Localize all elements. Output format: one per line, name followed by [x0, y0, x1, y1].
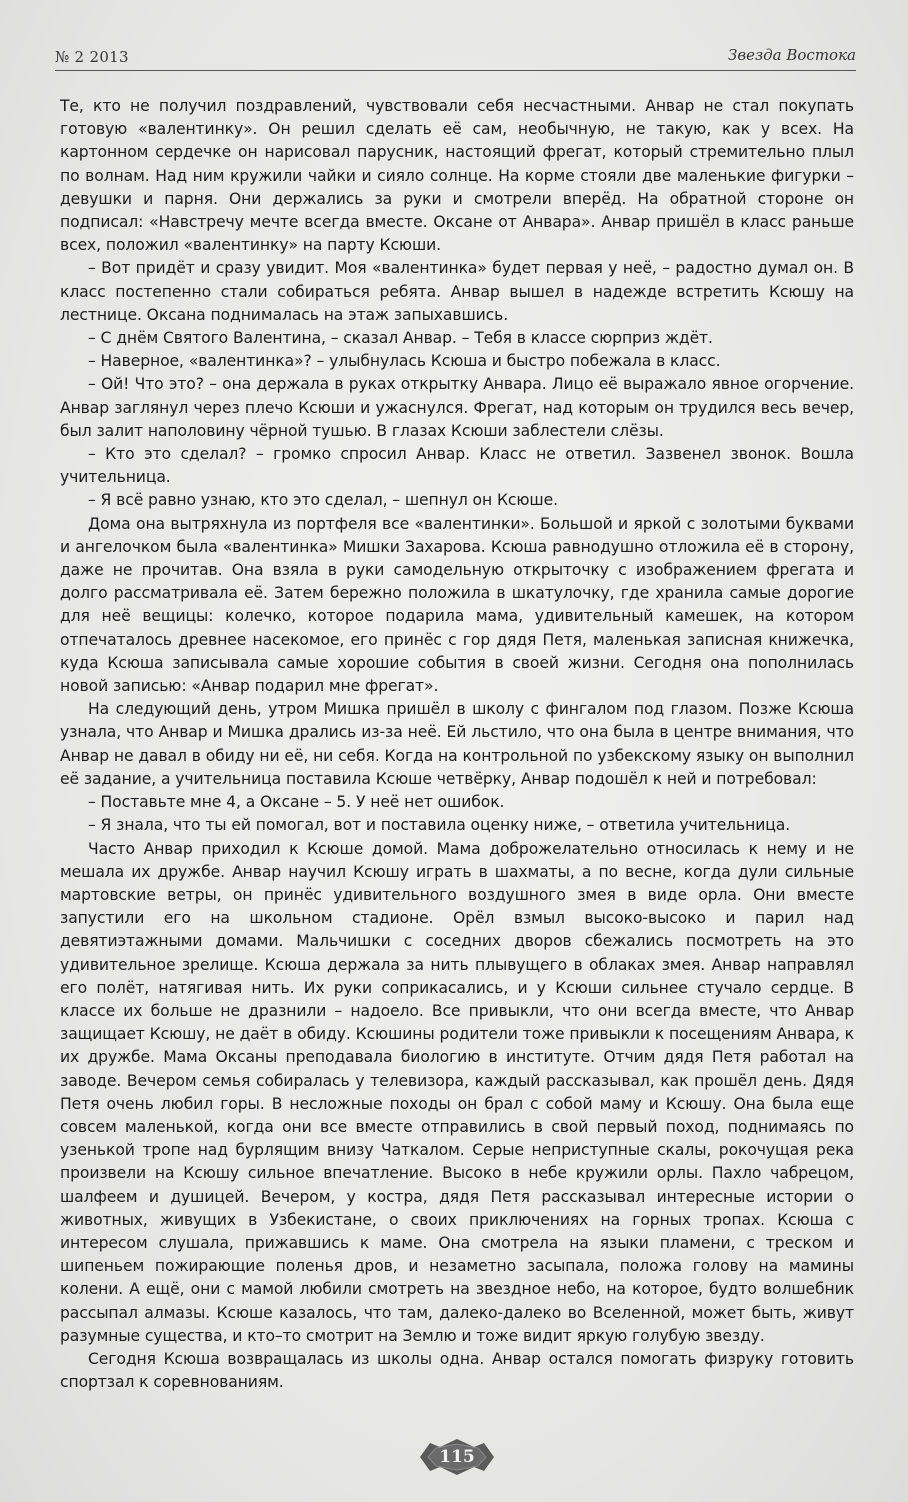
paragraph: – Я всё равно узнаю, кто это сделал, – шепнул он Ксюше.: [88, 491, 558, 510]
paragraph: – Ой! Что это? – она держала в руках открытку Анвара. Лицо её выражало явное огорчение. Анвар заглянул через плечо Ксюши и ужаснулся. Фрегат, над которым он трудился весь вечер, был залит наполовину чёрной тушью. В глазах Ксюши заблестели слёзы.: [60, 375, 854, 440]
paragraph: – Я знала, что ты ей помогал, вот и поставила оценку ниже, – ответила учительница.: [88, 816, 791, 835]
paragraph: – Поставьте мне 4, а Оксане – 5. У неё нет ошибок.: [88, 793, 505, 812]
page-number: 115: [439, 1447, 475, 1467]
journal-title: Звезда Востока: [728, 46, 856, 64]
paragraph: Те, кто не получил поздравлений, чувствовали себя несчастными. Анвар не стал покупать готовую «валентинку». Он решил сделать её сам, необычную, не такую, как у всех. На картонном сердечке он нарисовал парусник, настоящий фрегат, который стремительно плыл по волнам. Над ним кружили чайки и сияло солнце. На корме стояли две маленькие фигурки – девушки и парня. Они держались за руки и смотрели вперёд. На обратной стороне он подписал: «Навстречу мечте всегда вместе. Оксане от Анвара». Анвар пришёл в класс раньше всех, положил «валентинку» на парту Ксюши.: [60, 97, 854, 255]
paragraph: Дома она вытряхнула из портфеля все «валентинки». Большой и яркой с золотыми буквами и ангелочком была «валентинка» Мишки Захарова. Ксюша равнодушно отложила её в сторону, даже не прочитав. Она взяла в руки самодельную открыточку с изображением фрегата и долго рассматривала её. Затем бережно положила в шкатулочку, где хранила самые дорогие для неё вещицы: колечко, которое подарила мама, удивительный камешек, на котором отпечаталось древнее насекомое, его принёс с гор дядя Петя, маленькая записная книжечка, куда Ксюша записывала самые хорошие события в своей жизни. Сегодня она пополнилась новой записью: «Анвар подарил мне фрегат».: [60, 514, 854, 696]
header-divider: [55, 70, 856, 71]
page-number-badge: [416, 1437, 498, 1477]
running-header: [55, 44, 856, 66]
paragraph: Часто Анвар приходил к Ксюше домой. Мама доброжелательно относилась к нему и не мешала их дружбе. Анвар научил Ксюшу играть в шахматы, а по весне, когда дули сильные мартовские ветры, он принёс удивительного воздушного змея в виде орла. Они вместе запустили его на школьном стадионе. Орёл взмыл высоко-высоко и парил над девятиэтажными домами. Мальчишки с соседних дворов сбежались посмотреть на это удивительное зрелище. Ксюша держала за нить плывущего в облаках змея. Анвар направлял его полёт, натягивая нить. Их руки соприкасались, и у Ксюши сильнее стучало сердце. В классе их больше не дразнили – надоело. Все привыкли, что они всегда вместе, что Анвар защищает Ксюшу, не даёт в обиду. Ксюшины родители тоже привыкли к посещениям Анвара, к их дружбе. Мама Оксаны преподавала биологию в институте. Отчим дядя Петя работал на заводе. Вечером семья собиралась у телевизора, каждый рассказывал, как прошёл день. Дядя Петя очень любил горы. В несложные походы он брал с собой маму и Ксюшу. Она была еще совсем маленькой, когда они все вместе отправились в свой первый поход, поднимаясь по узенькой тропе над бурлящим внизу Чаткалом. Серые неприступные скалы, рокочущая река произвели на Ксюшу сильное впечатление. Высоко в небе кружили орлы. Пахло чабрецом, шалфеем и душицей. Вечером, у костра, дядя Петя рассказывал интересные истории о животных, живущих в Узбекистане, о своих приключениях на горных тропах. Ксюша с интересом слушала, прижавшись к маме. Она смотрела на языки пламени, с треском и шипеньем пожирающие поленья дров, и незаметно засыпала, положа голову на мамины колени. А ещё, они с мамой любили смотреть на звездное небо, на которое, будто волшебник рассыпал алмазы. Ксюше казалось, что там, далеко-далеко во Вселенной, может быть, живут разумные существа, и кто–то смотрит на Землю и тоже видит яркую голубую звезду.: [60, 839, 854, 1345]
paragraph: На следующий день, утром Мишка пришёл в школу с фингалом под глазом. Позже Ксюша узнала, что Анвар и Мишка дрались из-за неё. Ей льстило, что она была в центре внимания, что Анвар не давал в обиду ни её, ни себя. Когда на контрольной по узбекскому языку он выполнил её задание, а учительница поставила Ксюше четвёрку, Анвар подошёл к ней и потребовал:: [60, 700, 854, 788]
paragraph: – Кто это сделал? – громко спросил Анвар. Класс не ответил. Зазвенел звонок. Вошла учительница.: [60, 445, 854, 487]
paragraph: Сегодня Ксюша возвращалась из школы одна. Анвар остался помогать физруку готовить спортзал к соревнованиям.: [60, 1349, 854, 1392]
paragraph: – Вот придёт и сразу увидит. Моя «валентинка» будет первая у неё, – радостно думал он. В класс постепенно стали собираться ребята. Анвар вышел в надежде встретить Ксюшу на лестнице. Оксана поднималась на этаж запыхавшись.: [60, 259, 854, 324]
issue-number: № 2 2013: [55, 48, 129, 66]
paragraph: – С днём Святого Валентина, – сказал Анвар. – Тебя в классе сюрприз ждёт.: [88, 329, 713, 348]
paragraph: – Наверное, «валентинка»? – улыбнулась Ксюша и быстро побежала в класс.: [88, 352, 721, 371]
article-body: [60, 95, 854, 1394]
